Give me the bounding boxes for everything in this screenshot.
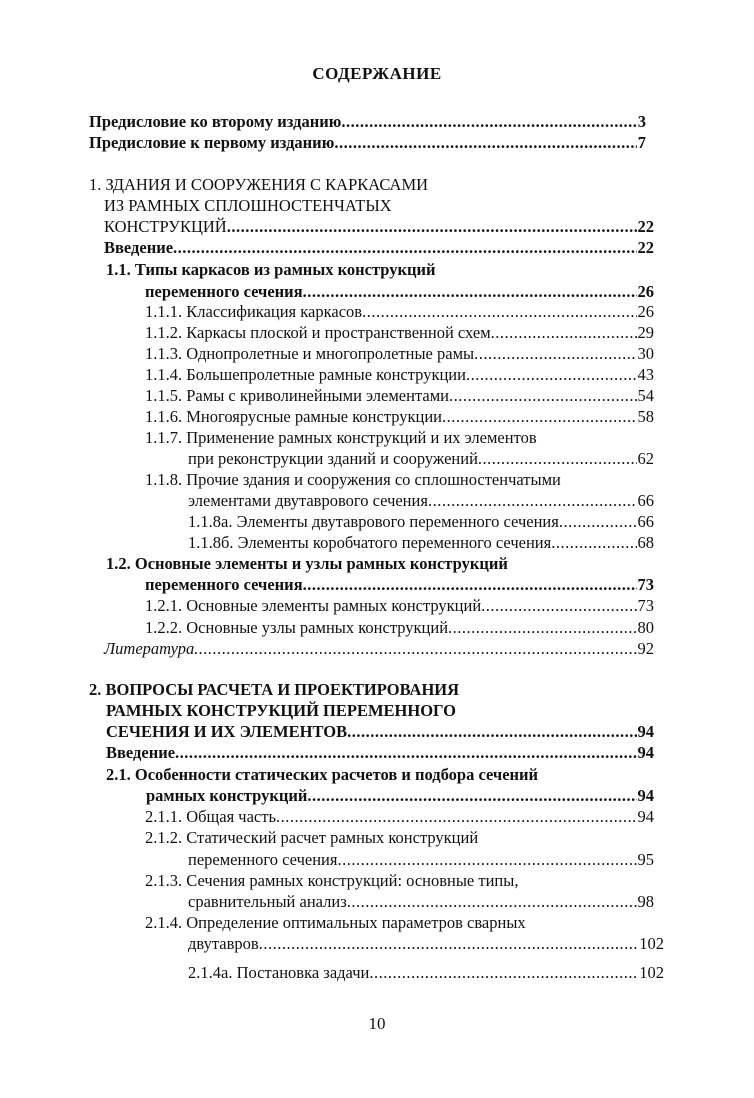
toc-entry-page: 73 xyxy=(637,596,654,615)
toc-entry-label: переменного сечения xyxy=(145,282,303,301)
toc-entry-2-1-1[interactable] xyxy=(145,806,654,828)
toc-entry-page: 80 xyxy=(637,618,654,637)
toc-entry-page: 62 xyxy=(637,449,654,468)
toc-entry-label: Введение xyxy=(106,743,176,762)
chapter-1-heading-line-1: 1. ЗДАНИЯ И СООРУЖЕНИЯ С КАРКАСАМИ xyxy=(89,175,429,194)
toc-entry-page: 26 xyxy=(637,302,654,321)
dot-leader xyxy=(474,343,636,365)
toc-entry-page: 66 xyxy=(637,512,654,531)
dot-leader xyxy=(341,111,636,133)
dot-leader xyxy=(276,806,637,828)
toc-entry-label: рамных конструкций xyxy=(146,786,308,805)
toc-entry-label: переменного сечения xyxy=(145,575,303,594)
dot-leader xyxy=(227,216,637,238)
toc-entry-2-1-3[interactable] xyxy=(188,891,654,913)
toc-entry-label: 2.1.4а. Постановка задачи xyxy=(188,963,370,982)
toc-entry-label: 1.1.8а. Элементы двутаврового переменного сечения xyxy=(188,512,559,531)
toc-entry-label: 1.1.8б. Элементы коробчатого переменного сечения xyxy=(188,533,552,552)
toc-entry-page: 22 xyxy=(637,238,654,257)
dot-leader xyxy=(337,849,636,871)
toc-entry-page: 94 xyxy=(637,743,654,762)
dot-leader xyxy=(551,532,636,554)
dot-leader xyxy=(347,721,636,743)
section-1-2-heading-line-1: 1.2. Основные элементы и узлы рамных конструкций xyxy=(106,554,508,573)
chapter-1-heading-line-2: ИЗ РАМНЫХ СПЛОШНОСТЕНЧАТЫХ xyxy=(104,196,392,215)
toc-entry-preface-first[interactable] xyxy=(89,132,646,154)
toc-entry-page: 95 xyxy=(637,850,654,869)
toc-entry-label: 2.1.1. Общая часть xyxy=(145,807,276,826)
dot-leader xyxy=(369,962,638,984)
toc-entry-page: 98 xyxy=(637,892,654,911)
toc-entry-page: 7 xyxy=(637,133,646,152)
chapter-2-heading-line-1: 2. ВОПРОСЫ РАСЧЕТА И ПРОЕКТИРОВАНИЯ xyxy=(89,680,460,699)
toc-entry-2-1-2[interactable] xyxy=(188,849,654,871)
toc-entry-2-1-2-line-1: 2.1.2. Статический расчет рамных конструкций xyxy=(145,828,479,847)
toc-entry-label: при реконструкции зданий и сооружений xyxy=(188,449,478,468)
dot-leader xyxy=(307,785,636,807)
toc-entry-label: Предисловие ко второму изданию xyxy=(89,112,342,131)
toc-entry-1-2-1[interactable] xyxy=(145,595,654,617)
toc-entry-section-1-1[interactable] xyxy=(145,281,654,303)
toc-entry-section-2-1[interactable] xyxy=(146,785,654,807)
toc-entry-label: элементами двутаврового сечения xyxy=(188,491,428,510)
toc-entry-label: 1.1.5. Рамы с криволинейными элементами xyxy=(145,386,449,405)
toc-entry-chapter-1[interactable] xyxy=(104,216,654,238)
toc-entry-1-1-2[interactable] xyxy=(145,322,654,344)
toc-entry-1-1-6[interactable] xyxy=(145,406,654,428)
toc-entry-page: 54 xyxy=(637,386,654,405)
toc-entry-label: Литература xyxy=(104,639,195,658)
toc-entry-ch2-intro[interactable] xyxy=(106,742,654,764)
toc-entry-preface-second[interactable] xyxy=(89,111,646,133)
toc-entry-page: 26 xyxy=(637,282,654,301)
toc-entry-page: 22 xyxy=(637,217,654,236)
dot-leader xyxy=(175,742,636,764)
dot-leader xyxy=(449,385,637,407)
toc-entry-2-1-3-line-1: 2.1.3. Сечения рамных конструкций: основные типы, xyxy=(145,871,519,890)
toc-entry-label: 1.2.1. Основные элементы рамных конструкций xyxy=(145,596,482,615)
toc-entry-1-1-3[interactable] xyxy=(145,343,654,365)
dot-leader xyxy=(347,891,637,913)
toc-entry-label: сравнительный анализ xyxy=(188,892,347,911)
toc-entry-2-1-4-line-1: 2.1.4. Определение оптимальных параметров сварных xyxy=(145,913,526,932)
toc-entry-page: 30 xyxy=(637,344,654,363)
toc-entry-label: 1.2.2. Основные узлы рамных конструкций xyxy=(145,618,449,637)
dot-leader xyxy=(491,322,637,344)
toc-entry-page: 43 xyxy=(637,365,654,384)
dot-leader xyxy=(559,511,637,533)
toc-entry-1-1-5[interactable] xyxy=(145,385,654,407)
toc-entry-1-1-1[interactable] xyxy=(145,301,654,323)
toc-entry-1-1-7-line-1: 1.1.7. Применение рамных конструкций и их элементов xyxy=(145,428,537,447)
toc-entry-1-1-8-line-1: 1.1.8. Прочие здания и сооружения со сплошностенчатыми xyxy=(145,470,561,489)
toc-entry-page: 58 xyxy=(637,407,654,426)
toc-entry-label: переменного сечения xyxy=(188,850,338,869)
toc-entry-page: 92 xyxy=(637,639,654,658)
toc-entry-label: 1.1.1. Классификация каркасов xyxy=(145,302,363,321)
toc-entry-page: 102 xyxy=(639,934,664,953)
toc-entry-ch1-intro[interactable] xyxy=(104,237,654,259)
toc-entry-1-2-2[interactable] xyxy=(145,617,654,639)
dot-leader xyxy=(478,448,637,470)
dot-leader xyxy=(442,406,636,428)
section-2-1-heading-line-1: 2.1. Особенности статических расчетов и подбора сечений xyxy=(106,765,539,784)
dot-leader xyxy=(481,595,636,617)
dot-leader xyxy=(303,574,637,596)
toc-entry-page: 29 xyxy=(637,323,654,342)
dot-leader xyxy=(259,933,639,955)
toc-entry-page: 94 xyxy=(637,722,654,741)
toc-entry-page: 68 xyxy=(637,533,654,552)
toc-entry-label: 1.1.2. Каркасы плоской и пространственной схем xyxy=(145,323,491,342)
toc-entry-page: 102 xyxy=(639,963,664,982)
toc-entry-label: Введение xyxy=(104,238,174,257)
toc-entry-section-1-2[interactable] xyxy=(145,574,654,596)
page-number: 10 xyxy=(368,1014,386,1033)
toc-entry-1-1-4[interactable] xyxy=(145,364,654,386)
section-1-1-heading-line-1: 1.1. Типы каркасов из рамных конструкций xyxy=(106,260,436,279)
toc-entry-label: двутавров xyxy=(188,934,259,953)
dot-leader xyxy=(428,490,637,512)
dot-leader xyxy=(334,132,636,154)
dot-leader xyxy=(448,617,636,639)
toc-entry-ch1-literature[interactable] xyxy=(104,638,654,660)
page-title: СОДЕРЖАНИЕ xyxy=(312,64,442,83)
toc-entry-label: СЕЧЕНИЯ И ИХ ЭЛЕМЕНТОВ xyxy=(106,722,348,741)
toc-entry-label: 1.1.4. Большепролетные рамные конструкции xyxy=(145,365,466,384)
toc-entry-page: 3 xyxy=(637,112,646,131)
dot-leader xyxy=(194,638,636,660)
toc-entry-page: 66 xyxy=(637,491,654,510)
toc-entry-page: 94 xyxy=(637,786,654,805)
dot-leader xyxy=(466,364,637,386)
toc-entry-1-1-8[interactable] xyxy=(188,490,654,512)
dot-leader xyxy=(173,237,636,259)
toc-entry-1-1-7[interactable] xyxy=(188,448,654,470)
chapter-2-heading-line-2: РАМНЫХ КОНСТРУКЦИЙ ПЕРЕМЕННОГО xyxy=(106,701,456,720)
toc-entry-1-1-8a[interactable] xyxy=(188,511,654,533)
toc-entry-2-1-4a[interactable] xyxy=(188,962,664,984)
toc-entry-label: КОНСТРУКЦИЙ xyxy=(104,217,227,236)
toc-entry-1-1-8b[interactable] xyxy=(188,532,654,554)
toc-entry-chapter-2[interactable] xyxy=(106,721,654,743)
toc-entry-label: 1.1.6. Многоярусные рамные конструкции xyxy=(145,407,443,426)
toc-entry-label: Предисловие к первому изданию xyxy=(89,133,335,152)
dot-leader xyxy=(303,281,637,303)
toc-entry-page: 94 xyxy=(637,807,654,826)
dot-leader xyxy=(362,301,636,323)
toc-entry-label: 1.1.3. Однопролетные и многопролетные рамы xyxy=(145,344,475,363)
toc-entry-page: 73 xyxy=(637,575,654,594)
toc-entry-2-1-4[interactable] xyxy=(188,933,664,955)
